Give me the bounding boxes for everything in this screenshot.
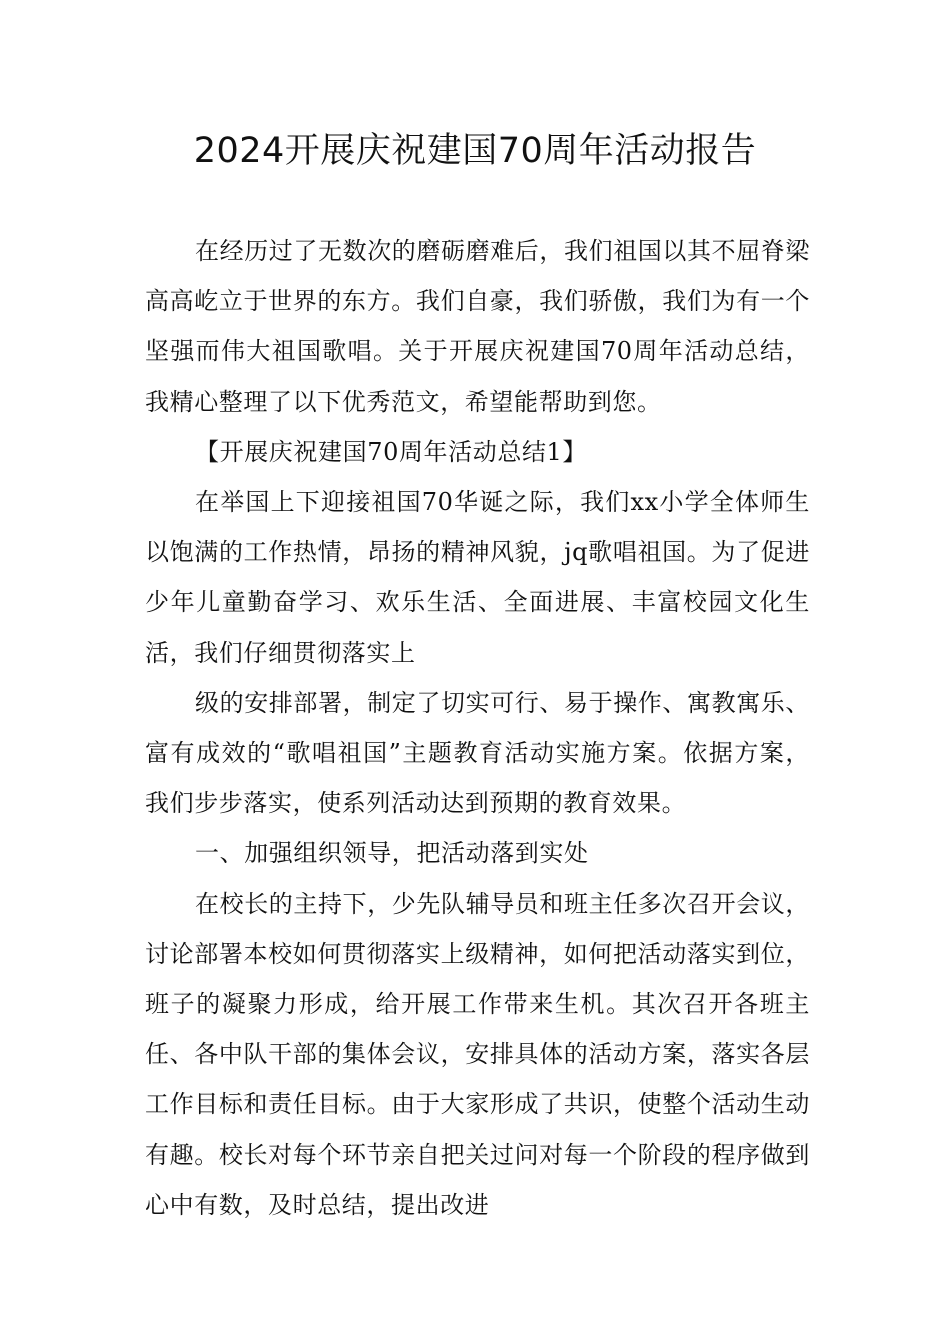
body-paragraph: 级的安排部署，制定了切实可行、易于操作、寓教寓乐、富有成效的“歌唱祖国”主题教育活动实施方案。依据方案，我们步步落实，使系列活动达到预期的教育效果。 [145,688,810,818]
subsection-heading: 一、加强组织领导，把活动落到实处 [195,839,589,868]
intro-paragraph: 在经历过了无数次的磨砺磨难后，我们祖国以其不屈脊梁高高屹立于世界的东方。我们自豪，我们骄傲，我们为有一个坚强而伟大祖国歌唱。关于开展庆祝建国70周年活动总结，我精心整理了以下优秀范文，希望能帮助到您。 [145,237,810,416]
body-paragraph: 在举国上下迎接祖国70华诞之际，我们xx小学全体师生以饱满的工作热情，昂扬的精神风貌，jq歌唱祖国。为了促进少年儿童勤奋学习、欢乐生活、全面进展、丰富校园文化生活，我们仔细贯彻落实上 [145,488,810,667]
document-body [145,226,810,1230]
document-title: 2024开展庆祝建国70周年活动报告 [193,131,757,171]
body-paragraph: 在校长的主持下，少先队辅导员和班主任多次召开会议，讨论部署本校如何贯彻落实上级精神，如何把活动落实到位，班子的凝聚力形成，给开展工作带来生机。其次召开各班主任、各中队干部的集体会议，安排具体的活动方案，落实各层工作目标和责任目标。由于大家形成了共识，使整个活动生动有趣。校长对每个环节亲自把关过问对每一个阶段的程序做到心中有数，及时总结，提出改进 [145,889,810,1219]
section-heading-summary-1: 【开展庆祝建国70周年活动总结1】 [195,437,588,466]
